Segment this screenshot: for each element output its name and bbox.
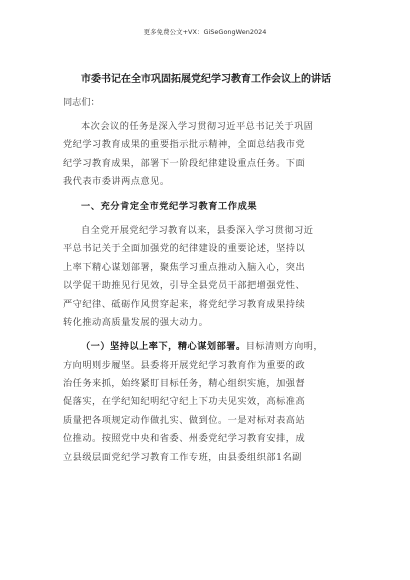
paragraph-line: 自全党开展党纪学习教育以来，县委深入学习贯彻习近 [81,224,314,236]
paragraph-line: 立县级层面党纪学习教育工作专班，由县委组织部1名副 [63,451,302,463]
paragraph-line: 质量把各项规定动作做扎实、做到位。一是对标对表高站 [63,414,306,426]
paragraph-line: 严守纪律、砥砺作风贯穿起来，将党纪学习教育成果持续 [63,298,306,310]
paragraph-line: 上率下精心谋划部署，聚焦学习重点推动入脑入心，突出 [63,261,306,273]
document-body [63,118,355,467]
document-title: 市委书记在全市巩固拓展党纪学习教育工作会议上的讲话 [81,74,331,85]
paragraph-line: 位推动。按照党中央和省委、州委党纪学习教育安排，成 [63,433,306,445]
salutation: 同志们： [63,97,100,108]
paragraph-line: 平总书记关于全面加强党的纪律建设的重要论述，坚持以 [63,243,306,255]
subsection-text: 目标清则方向明， [245,341,324,353]
paragraph-line: 转化推动高质量发展的强大动力。 [63,316,209,328]
subsection-heading: （一）坚持以上率下，精心谋划部署。 [81,341,246,353]
paragraph-line: 方向明则步履坚。县委将开展党纪学习教育作为重要的政 [63,359,306,371]
paragraph-line: 治任务来抓，始终紧盯目标任务，精心组织实施，加强督 [63,378,306,390]
paragraph-line: 纪学习教育成果，部署下一阶段纪律建设重点任务。下面 [63,157,306,169]
paragraph-line: 我代表市委讲两点意见。 [63,176,170,188]
paragraph-line: 党纪学习教育成果的重要指示批示精神，全面总结我市党 [63,139,306,151]
subsection-first-line [63,338,355,356]
paragraph-line: 以学促干助推见行见效，引导全县党员干部把增强党性、 [63,280,306,292]
section-heading: 一、充分肯定全市党纪学习教育工作成果 [81,200,258,212]
paragraph-line: 促落实，在学纪知纪明纪守纪上下功夫见实效，高标准高 [63,396,306,408]
paragraph-line: 本次会议的任务是深入学习贯彻习近平总书记关于巩固 [81,121,314,132]
header-note: 更多免费公文+VX：GiSeGongWen2024 [143,28,267,36]
